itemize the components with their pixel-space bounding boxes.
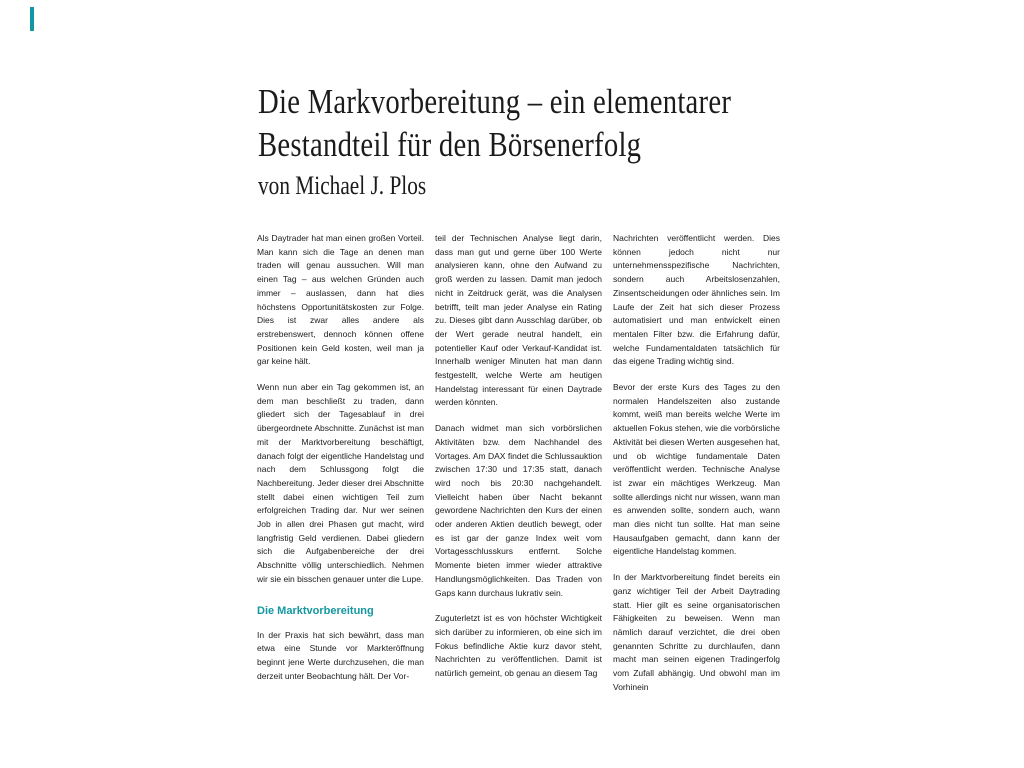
article-column-3: [613, 232, 780, 707]
article-title: [258, 80, 816, 166]
body-paragraph: Bevor der erste Kurs des Tages zu den normalen Handelszeiten also zustande kommt, weiß man bereits welche Werte im aktuellen Fokus stehen, wie die vorbörsliche Aktivität bei diesen Werten ausgesehen hat, und ob wichtige fundamentale Daten veröffentlicht werden. Technische Analyse ist zwar ein mächtiges Werkzeug. Man sollte allerdings nicht nur wissen, wann man es anwenden sollte, sondern auch, wann man dies nicht tun sollte. Hat man seine Hausaufgaben gemacht, dann kann der eigentliche Handelstag kommen.: [613, 382, 780, 557]
article-columns: [257, 232, 780, 707]
body-paragraph: Nachrichten veröffentlicht werden. Dies können jedoch nicht nur unternehmensspezifische Nachrichten, sondern auch Arbeitslosenzahlen, Zinsentscheidungen oder ähnliches sein. Im Laufe der Zeit hat sich dieser Prozess automatisiert und man entwickelt einen mentalen Filter bzw. die Erfahrung dafür, welche Fundamentaldaten tatsächlich für das eigene Trading wichtig sind.: [613, 233, 780, 367]
body-paragraph: Wenn nun aber ein Tag gekommen ist, an dem man beschließt zu traden, dann gliedert sich der Tagesablauf in drei übergeordnete Abschnitte. Zunächst ist man mit der Marktvorbereitung beschäftigt, danach folgt der eigentliche Handelstag und nach dem Schlussgong folgt die Nachbereitung. Jeder dieser drei Abschnitte stellt dabei einen wichtigen Teil zum erfolgreichen Trading dar. Nur wer seinen Job in allen drei Phasen gut macht, wird langfristig Geld verdienen. Dabei gliedern sich die Aufgabenbereiche der drei Abschnitte völlig unterschiedlich. Nehmen wir sie ein bisschen genauer unter die Lupe.: [257, 382, 424, 584]
article-header: [258, 80, 816, 201]
body-paragraph: teil der Technischen Analyse liegt darin, dass man gut und gerne über 100 Werte analysieren kann, ohne den Aufwand zu groß werden zu lassen. Damit man jedoch nicht in Zeitdruck gerät, was die Analysen betrifft, teilt man jeder Analyse ein Rating zu. Dieses gibt dann Ausschlag darüber, ob der Wert gerade neutral handelt, ein potentieller Kauf oder Verkauf-Kandidat ist. Innerhalb weniger Minuten hat man dann festgestellt, welche Werte am heutigen Handelstag interessant für einen Daytrade werden könnten.: [435, 233, 602, 408]
article-column-2: [435, 232, 602, 707]
body-paragraph: Als Daytrader hat man einen großen Vorteil. Man kann sich die Tage an denen man traden will genau aussuchen. Will man einen Tag – aus welchen Gründen auch immer – auslassen, dann hat dies höchstens Opportunitätskosten zur Folge. Dies ist zwar alles andere als erstrebenswert, dennoch können offene Positionen kein Geld kosten, weil man ja gar keine hält.: [257, 233, 424, 367]
page-edge-accent-mark: [30, 7, 34, 31]
body-paragraph: In der Praxis hat sich bewährt, dass man etwa eine Stunde vor Markteröffnung beginnt jene Werte durchzusehen, die man derzeit unter Beobachtung hält. Der Vor-: [257, 629, 424, 681]
article-byline: von Michael J. Plos: [258, 171, 427, 200]
article-title-line-1: Die Markvorbereitung – ein elementarer: [258, 82, 732, 121]
article-title-line-2: Bestandteil für den Börsenerfolg: [258, 125, 642, 164]
body-paragraph: Zuguterletzt ist es von höchster Wichtigkeit sich darüber zu informieren, ob eine sich im Fokus befindliche Aktie kurz davor steht, Nachrichten zu veröffentlichen. Damit ist natürlich gemeint, ob genau an diesem Tag: [435, 613, 602, 679]
article-column-1: [257, 232, 424, 707]
section-heading: Die Marktvorbereitung: [257, 604, 374, 617]
body-paragraph: In der Marktvorbereitung findet bereits ein ganz wichtiger Teil der Arbeit Daytrading statt. Hier gilt es seine organisatorischen Fähigkeiten zu beweisen. Wenn man nämlich darauf verzichtet, die drei oben genannten Schritte zu durchlaufen, dann macht man seinen eigenen Tradingerfolg vom Zufall abhängig. Und obwohl man im Vorhinein: [613, 572, 780, 692]
body-paragraph: Danach widmet man sich vorbörslichen Aktivitäten bzw. dem Nachhandel des Vortages. Am DAX findet die Schlussauktion zwischen 17:30 und 17:35 statt, danach wird noch bis 20:30 nachgehandelt. Vielleicht haben über Nacht bekannt gewordene Nachrichten den Kurs der einen oder anderen Aktien deutlich bewegt, oder es ist gar der ganze Index weit vom Vortagesschlusskurs entfernt. Solche Momente bieten immer wieder attraktive Handlungsmöglichkeiten. Das Traden von Gaps kann durchaus lukrativ sein.: [435, 423, 602, 598]
